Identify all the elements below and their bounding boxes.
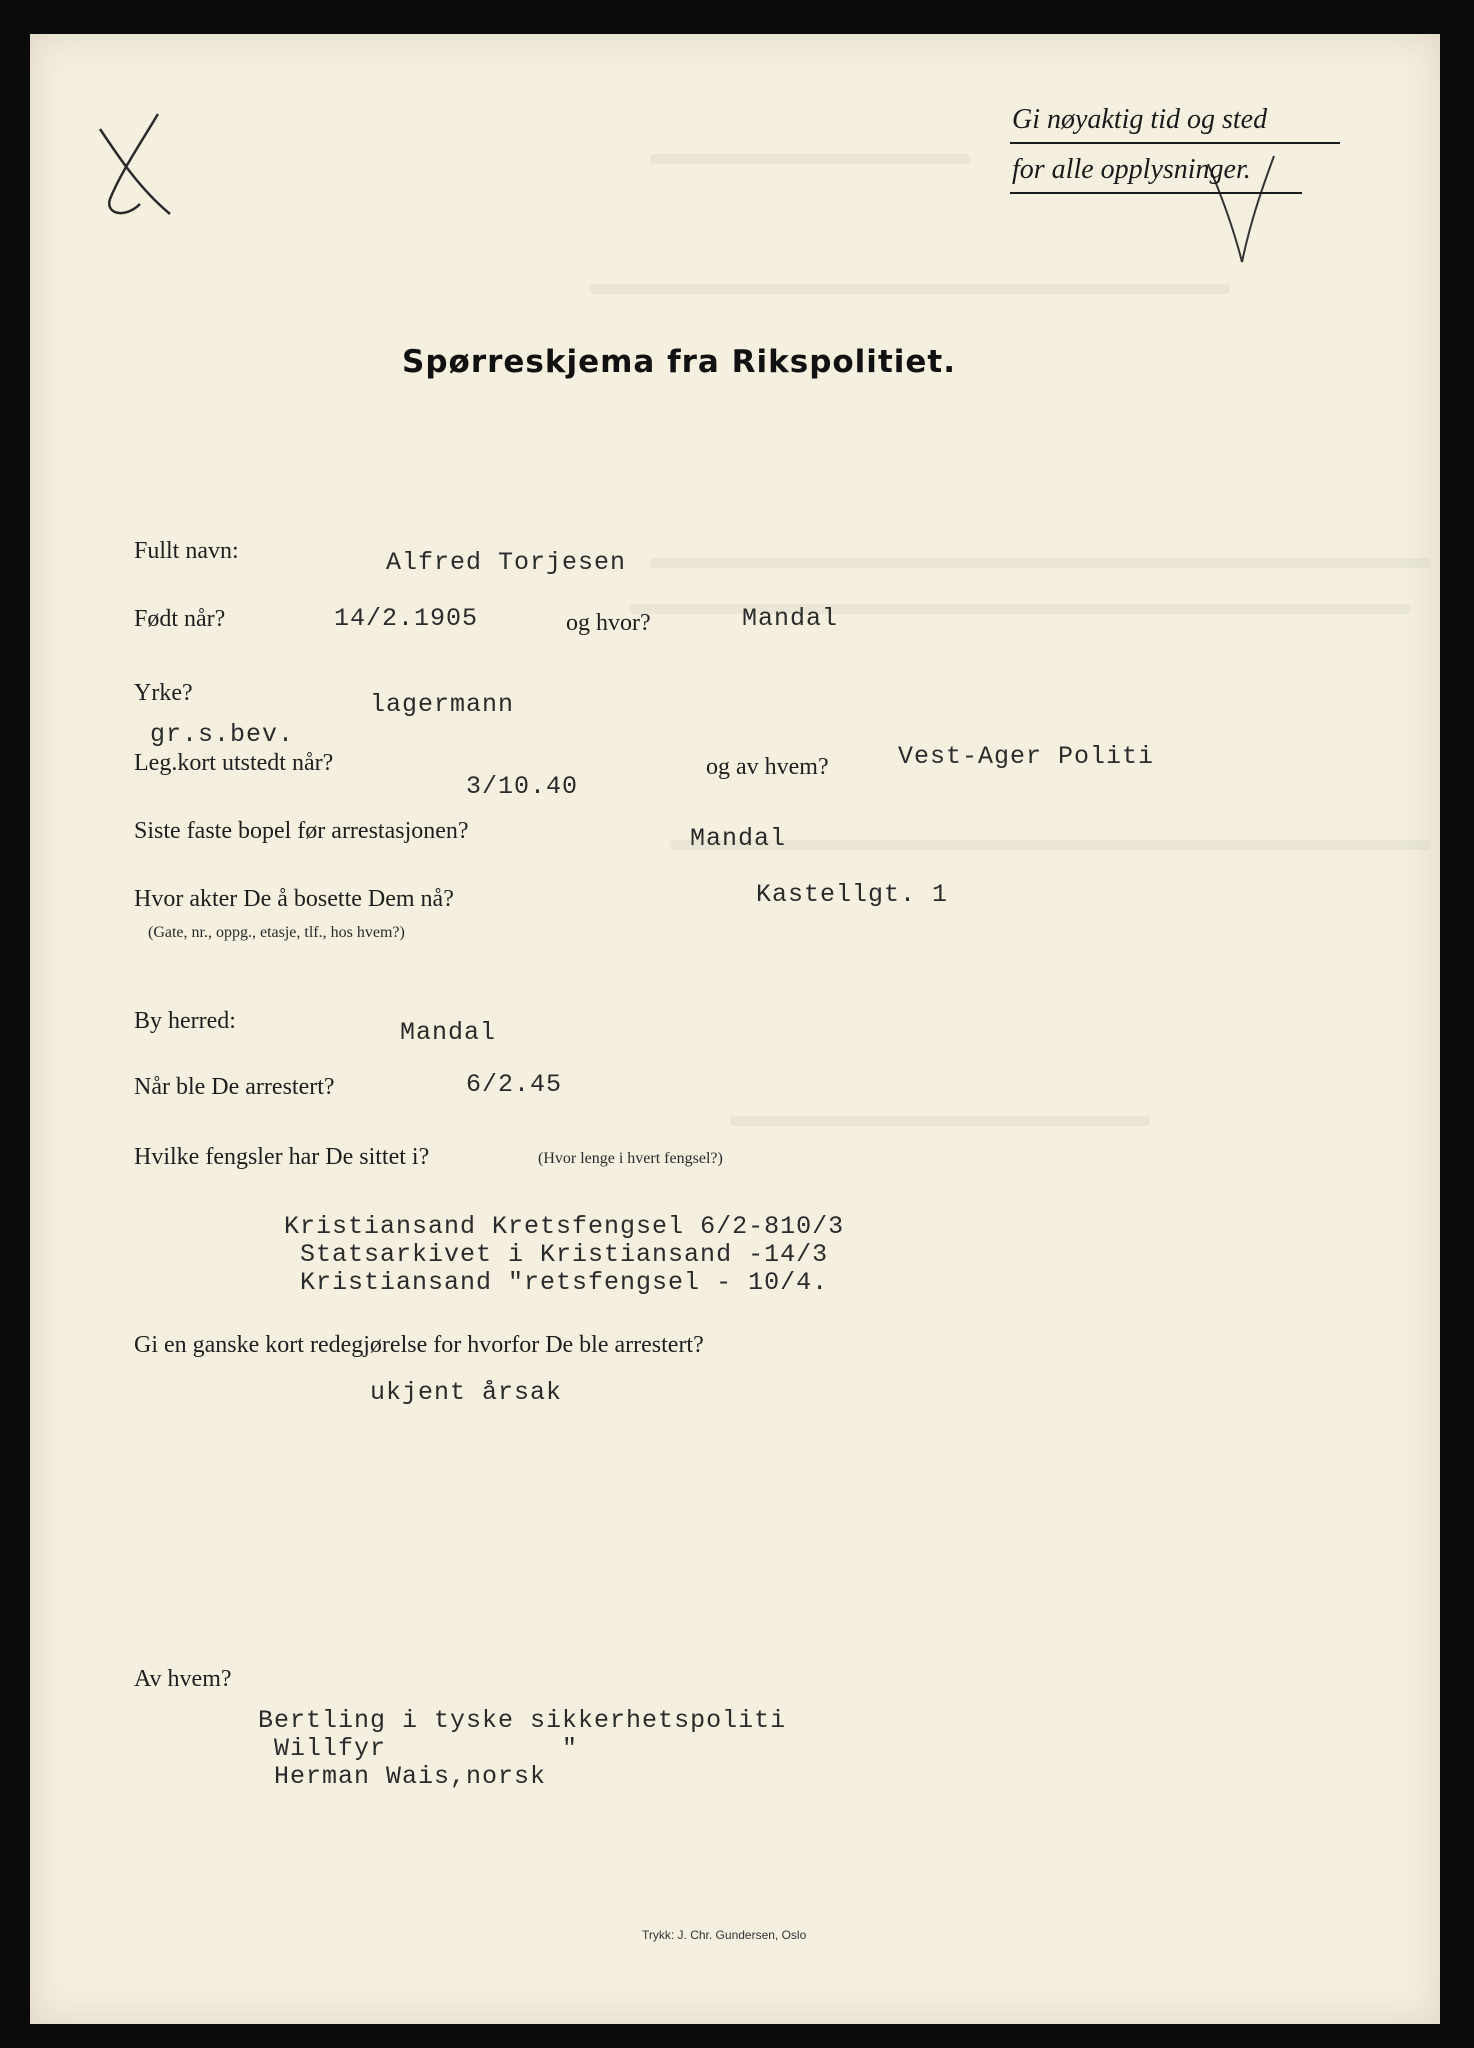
prison-entry: Kristiansand "retsfengsel - 10/4. [300, 1268, 829, 1297]
last-address-label: Siste faste bopel før arrestasjonen? [134, 818, 469, 844]
reason-label: Gi en ganske kort redegjørelse for hvorfor De ble arrestert? [134, 1332, 704, 1358]
occupation-extra: gr.s.bev. [150, 720, 295, 749]
born-where-label: og hvor? [566, 610, 651, 636]
notice-rule-1 [1010, 142, 1340, 144]
by-whom-entry: Herman Wais,norsk [274, 1762, 547, 1791]
arrested-value: 6/2.45 [466, 1070, 563, 1099]
occupation-value: lagermann [370, 690, 515, 719]
reason-value: ukjent årsak [370, 1378, 563, 1407]
document-page [30, 34, 1440, 2024]
born-when-value: 14/2.1905 [334, 604, 479, 633]
last-address-value: Mandal [690, 824, 787, 853]
name-label: Fullt navn: [134, 538, 239, 564]
notice-rule-2 [1010, 192, 1302, 194]
bleed-through-mark [590, 284, 1230, 294]
idcard-by-label: og av hvem? [706, 754, 829, 780]
arrested-label: Når ble De arrestert? [134, 1074, 335, 1100]
prisons-label: Hvilke fengsler har De sittet i? [134, 1144, 430, 1170]
by-whom-label: Av hvem? [134, 1666, 232, 1692]
printer-imprint: Trykk: J. Chr. Gundersen, Oslo [642, 1928, 807, 1942]
by-whom-entry: Bertling i tyske sikkerhetspoliti [258, 1706, 787, 1735]
bleed-through-mark [650, 558, 1430, 568]
page-title: Spørreskjema fra Rikspolitiet. [402, 344, 957, 380]
idcard-when-value: 3/10.40 [466, 772, 579, 801]
born-where-value: Mandal [742, 604, 839, 633]
occupation-label: Yrke? [134, 680, 193, 706]
prison-entry: Kristiansand Kretsfengsel 6/2-810/3 [284, 1212, 845, 1241]
bleed-through-mark [730, 1116, 1150, 1126]
municipality-label: By herred: [134, 1008, 236, 1034]
handwritten-x-mark [70, 104, 190, 234]
idcard-when-label: Leg.kort utstedt når? [134, 750, 334, 776]
settle-value: Kastellgt. 1 [756, 880, 949, 909]
idcard-by-value: Vest-Ager Politi [898, 742, 1155, 771]
settle-sub-label: (Gate, nr., oppg., etasje, tlf., hos hvem?) [148, 924, 405, 941]
notice-line-1: Gi nøyaktig tid og sted [1012, 104, 1268, 135]
prisons-sub-label: (Hvor lenge i hvert fengsel?) [538, 1150, 723, 1167]
municipality-value: Mandal [400, 1018, 497, 1047]
prison-entry: Statsarkivet i Kristiansand -14/3 [300, 1240, 829, 1269]
born-when-label: Født når? [134, 606, 226, 632]
bleed-through-mark [650, 154, 970, 164]
by-whom-entry: Willfyr " [274, 1734, 579, 1763]
name-value: Alfred Torjesen [386, 548, 627, 577]
notice-line-2: for alle opplysninger. [1012, 154, 1251, 185]
settle-label: Hvor akter De å bosette Dem nå? [134, 886, 454, 912]
